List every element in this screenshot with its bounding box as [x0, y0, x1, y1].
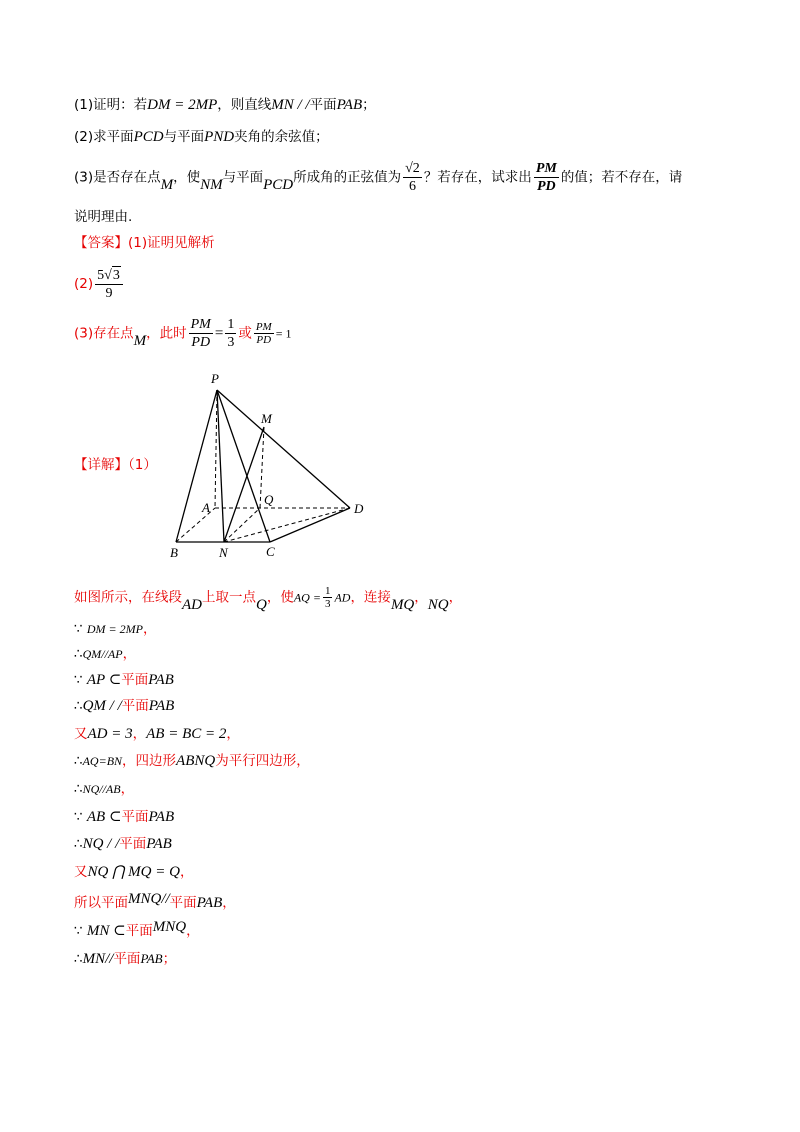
- answer-2: (2) $\frac{5√3}{9}$: [74, 266, 125, 302]
- edge-cd: [270, 508, 350, 542]
- label-p: P: [211, 371, 219, 386]
- solution-line-6: 又AD = 3，AB = BC = 2，: [74, 726, 240, 742]
- answer-1: 【答案】(1)证明见解析: [74, 235, 215, 251]
- solution-line-10: ∴NQ / /平面PAB: [74, 836, 172, 852]
- edge-pb: [176, 390, 217, 542]
- solution-line-7: ∴AQ=BN，四边形ABNQ为平行四边形，: [74, 753, 310, 769]
- solution-line-12: 所以平面MNQ//平面PAB，: [74, 891, 236, 911]
- question-3-cont: 说明理由.: [74, 209, 133, 225]
- fraction-pm-pd: $\frac{PM}{PD}$: [535, 161, 557, 194]
- label-m: M: [261, 411, 272, 426]
- label-n: N: [219, 545, 228, 560]
- solution-line-13: ∵ MN ⊂平面MNQ，: [74, 919, 200, 939]
- label-q: Q: [264, 492, 274, 507]
- fraction-sqrt2-6: $\frac{√2}{6}$: [405, 161, 420, 194]
- label-c: C: [266, 544, 275, 559]
- solution-line-4: ∵ AP ⊂平面PAB: [74, 672, 174, 688]
- question-2: (2)求平面PCD与平面PND夹角的余弦值；: [74, 129, 329, 145]
- solution-line-14: ∴MN//平面PAB；: [74, 951, 177, 967]
- edge-pn: [217, 390, 224, 542]
- solution-line-9: ∵ AB ⊂平面PAB: [74, 809, 175, 825]
- edge-nm: [224, 427, 264, 542]
- detail-label: 【详解】（1）: [74, 457, 157, 473]
- solution-line-1: 如图所示，在线段AD上取一点Q，使AQ = $\frac{1}{3}$ AD，连接MQ，NQ，: [74, 585, 463, 613]
- answer-3: (3)存在点M，此时 $\frac{PM}{PD}$ = $\frac{1}{3}$ 或 $\frac{PM}{PD}$ = 1: [74, 317, 292, 350]
- question-1: (1)证明：若DM = 2MP，则直线MN / /平面PAB；: [74, 97, 376, 113]
- question-3: (3)是否存在点M，使NM与平面PCD所成角的正弦值为 $\frac{√2}{6}$ ？若存在，试求出 $\frac{PM}{PD}$ 的值；若不存在，请: [74, 161, 683, 194]
- edge-nd: [224, 508, 350, 542]
- solution-line-2: ∵ DM = 2MP，: [74, 621, 157, 637]
- edge-pa: [215, 390, 217, 508]
- label-b: B: [170, 545, 178, 560]
- pyramid-figure: [160, 368, 380, 560]
- solution-line-5: ∴QM / /平面PAB: [74, 698, 175, 714]
- label-d: D: [354, 501, 364, 516]
- fraction-5sqrt3-9: $\frac{5√3}{9}$: [95, 266, 123, 302]
- label-a: A: [202, 500, 210, 515]
- solution-line-11: 又NQ ⋂ MQ = Q，: [74, 864, 194, 880]
- solution-line-3: ∴QM//AP，: [74, 646, 137, 662]
- solution-line-8: ∴NQ//AB，: [74, 781, 135, 797]
